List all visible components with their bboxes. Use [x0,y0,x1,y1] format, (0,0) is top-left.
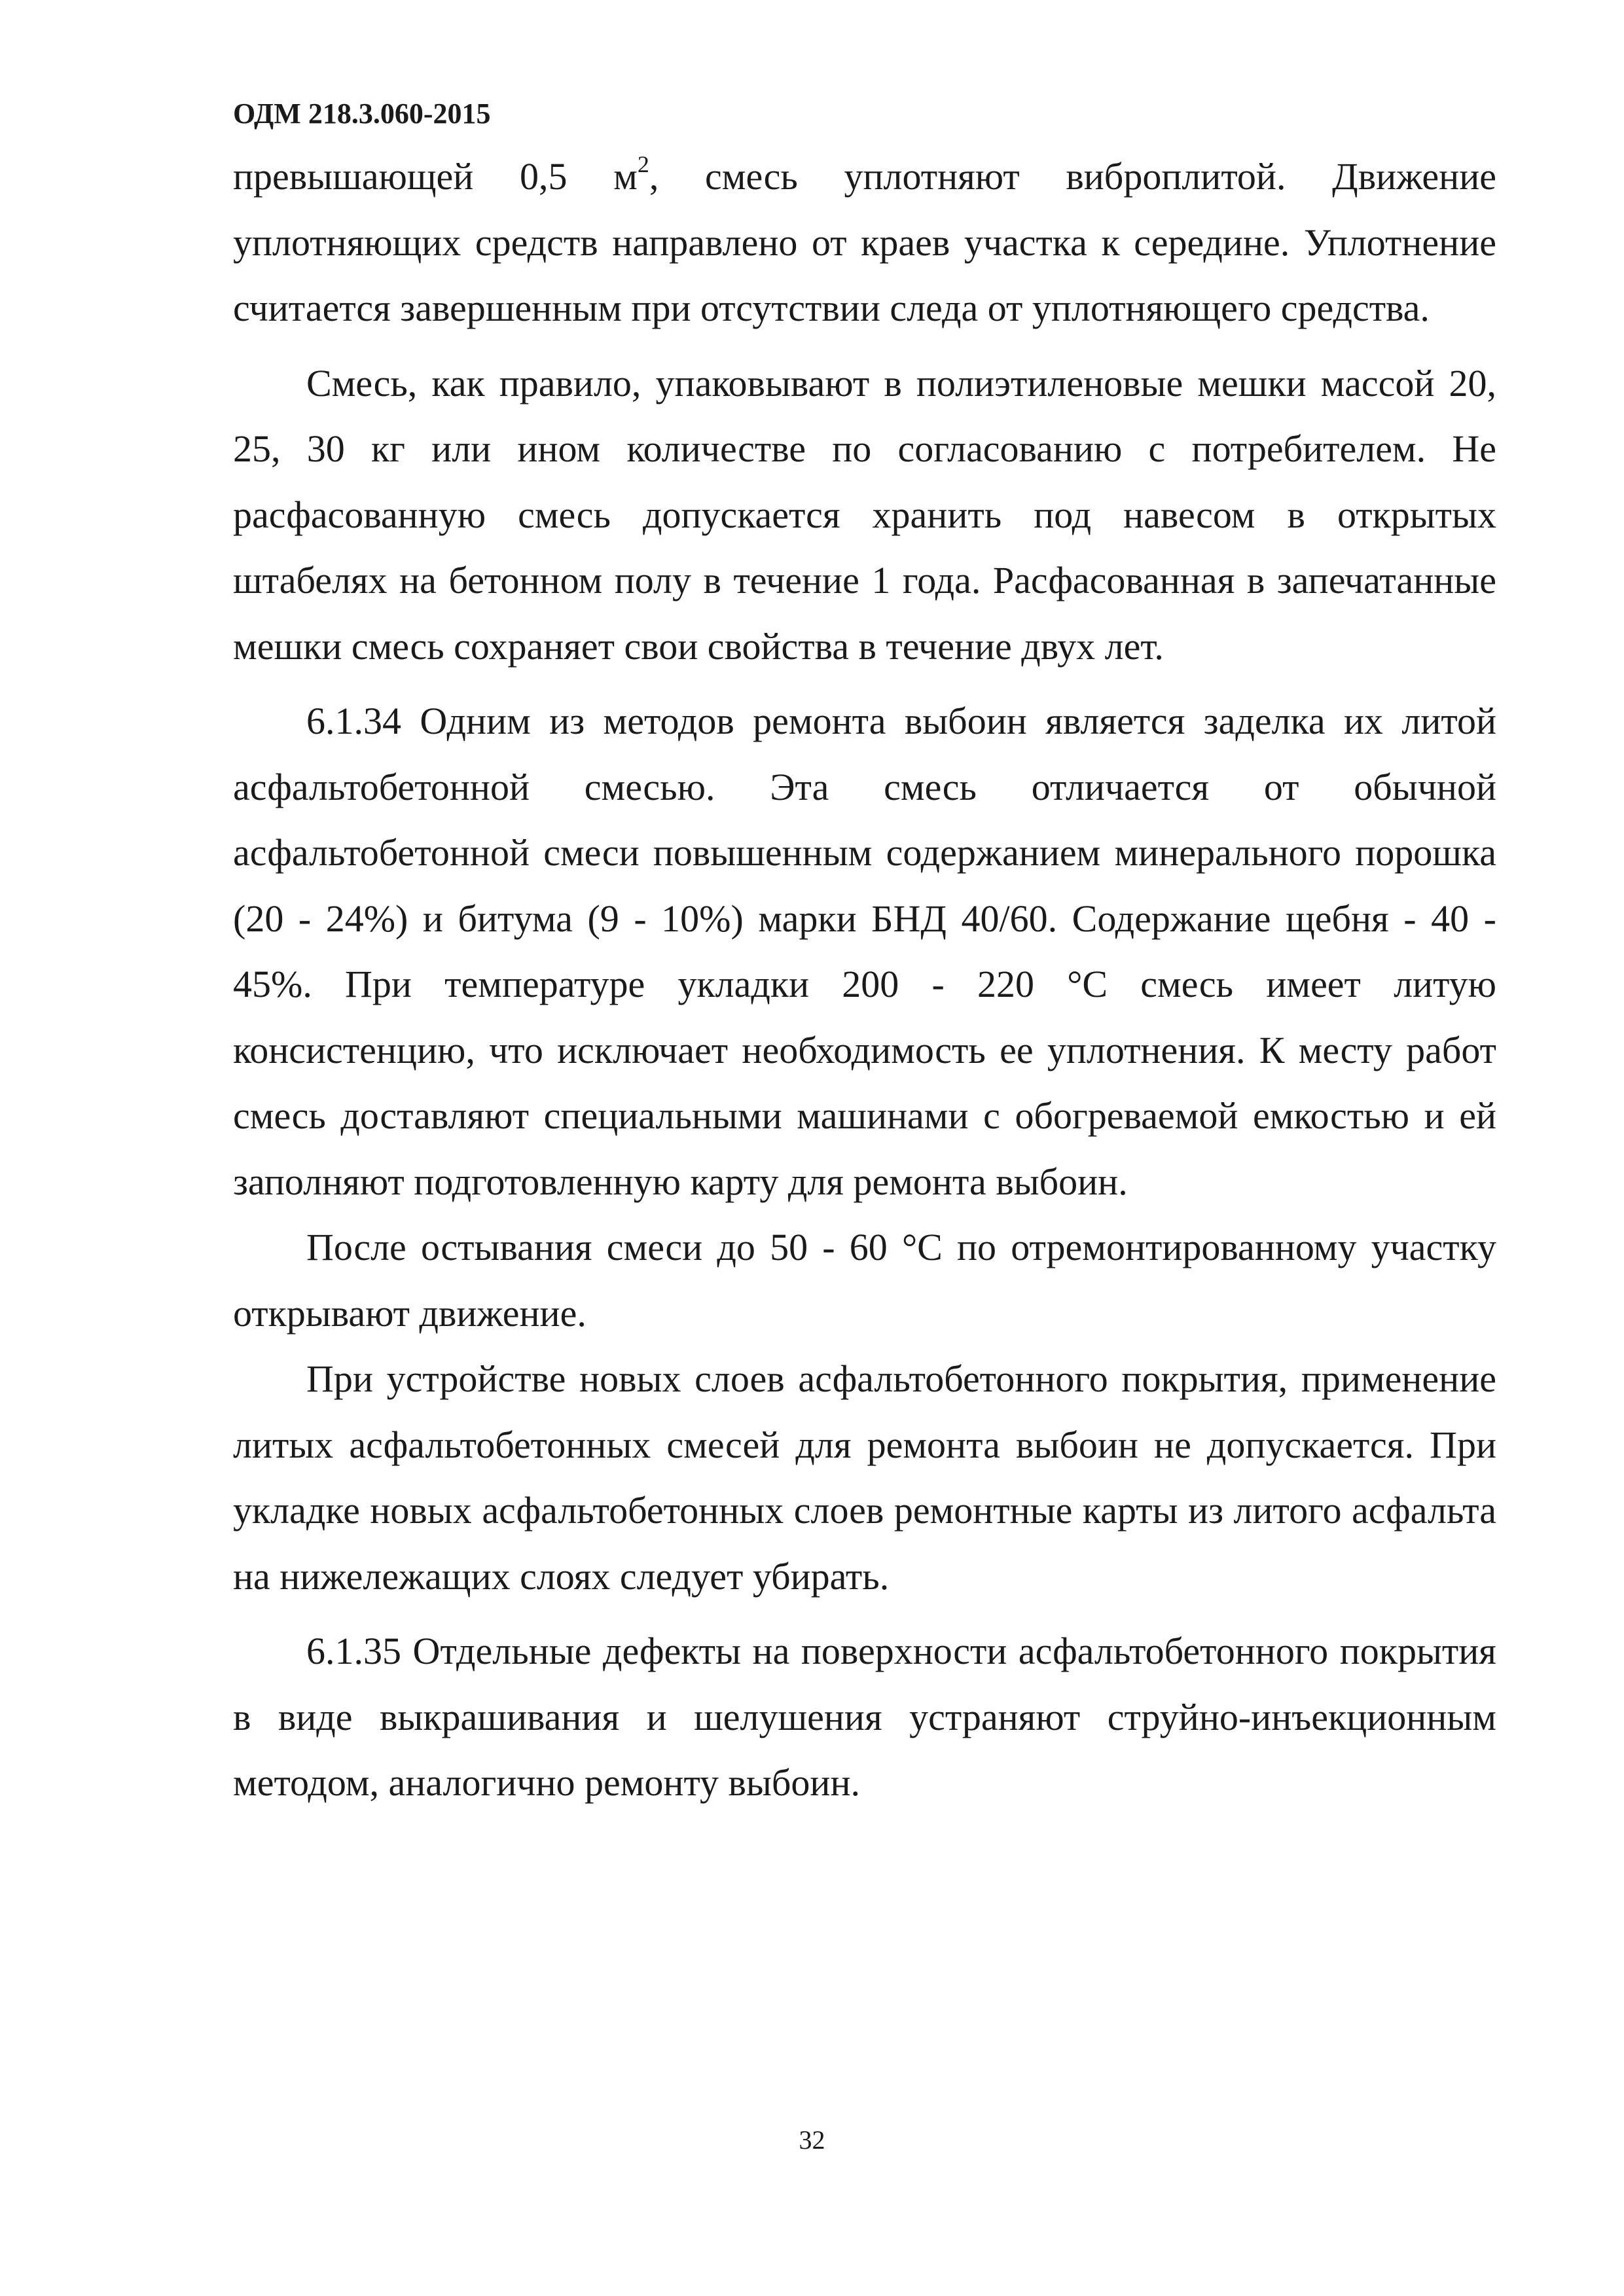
body-text [233,144,1496,1816]
paragraph-text: превышающей 0,5 м [233,155,638,198]
page-number: 32 [799,2125,825,2155]
paragraph-cooling: После остывания смеси до 50 - 60 °С по отремонтированному участку открывают движение. [233,1226,1496,1335]
document-code-header: ОДМ 218.3.060-2015 [233,98,491,130]
paragraph-6-1-35: 6.1.35 Отдельные дефекты на поверхности асфальтобетонного покрытия в виде выкрашивания и шелушения устраняют струйно-инъекционным методом, аналогично ремонту выбоин. [233,1630,1496,1804]
paragraph-text: , смесь уплотняют виброплитой. Движение уплотняющих средств направлено от краев участка к середине. Уплотнение считается завершенным при отсутствии следа от уплотняющего средства. [233,155,1496,329]
paragraph-6-1-34: 6.1.34 Одним из методов ремонта выбоин является заделка их литой асфальтобетонной смесью. Эта смесь отличается от обычной асфальтобетонной смеси повышенным содержанием минерального порошка (20 - 24%) и битума (9 - 10%) марки БНД 40/60. Содержание щебня - 40 - 45%. При температуре укладки 200 - 220 °С смесь имеет литую консистенцию, что исключает необходимость ее уплотнения. К месту работ смесь доставляют специальными машинами с обогреваемой емкостью и ей заполняют подготовленную карту для ремонта выбоин. [233,700,1496,1203]
paragraph-new-layers: При устройстве новых слоев асфальтобетонного покрытия, применение литых асфальтобетонных смесей для ремонта выбоин не допускается. При укладке новых асфальтобетонных слоев ремонтные карты из литого асфальта на нижележащих слоях следует убирать. [233,1357,1496,1598]
superscript: 2 [637,151,649,177]
paragraph-packaging: Смесь, как правило, упаковывают в полиэтиленовые мешки массой 20, 25, 30 кг или ином количестве по согласованию с потребителем. Не расфасованную смесь допускается хранить под навесом в открытых штабелях на бетонном полу в течение 1 года. Расфасованная в запечатанные мешки смесь сохраняет свои свойства в течение двух лет. [233,361,1496,668]
paragraph-continuation [233,144,1496,342]
